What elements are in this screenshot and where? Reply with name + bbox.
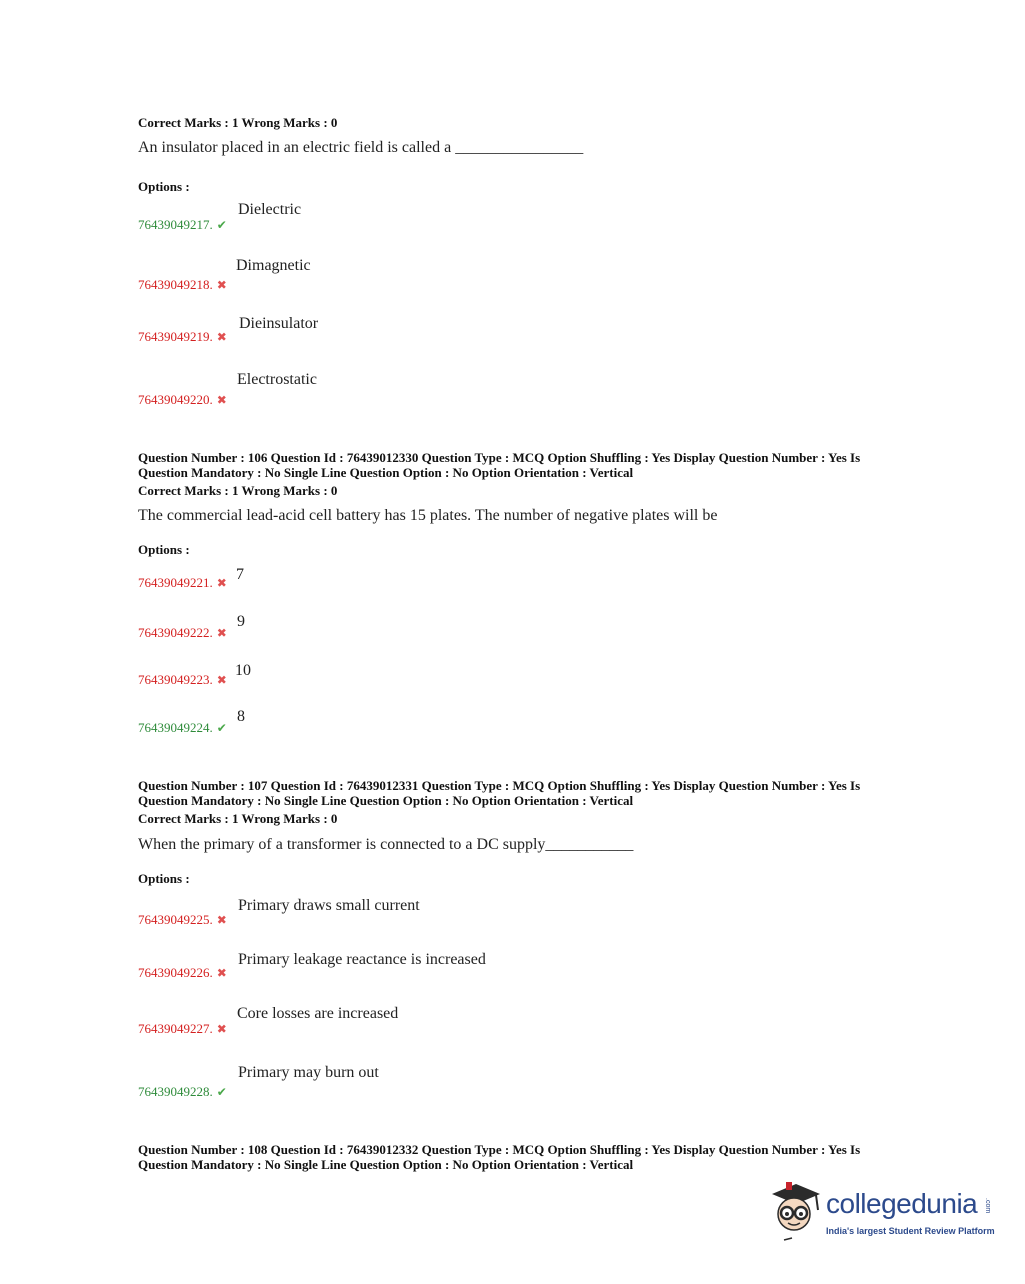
- option-text: Primary draws small current: [238, 897, 420, 914]
- option-id: 76439049218.: [138, 277, 213, 292]
- option-id: 76439049222.: [138, 625, 213, 640]
- collegedunia-logo: [766, 1180, 996, 1250]
- q106-marks: Correct Marks : 1 Wrong Marks : 0: [138, 483, 338, 498]
- q105-marks: Correct Marks : 1 Wrong Marks : 0: [138, 115, 338, 130]
- option-id: 76439049226.: [138, 965, 213, 980]
- option-row: [138, 277, 227, 293]
- option-row: [138, 672, 227, 688]
- check-icon: ✔: [216, 1085, 227, 1099]
- option-text: Primary leakage reactance is increased: [238, 951, 486, 968]
- cross-icon: ✖: [216, 626, 227, 640]
- option-row: [138, 720, 227, 736]
- logo-suffix: .com: [984, 1198, 991, 1214]
- option-text: 10: [235, 662, 251, 679]
- cross-icon: ✖: [216, 278, 227, 292]
- option-row: [138, 1021, 227, 1037]
- option-row: [138, 217, 227, 233]
- option-text: Primary may burn out: [238, 1064, 379, 1081]
- option-row: [138, 1084, 227, 1100]
- option-id: 76439049227.: [138, 1021, 213, 1036]
- q107-header-line2: Question Mandatory : No Single Line Question Option : No Option Orientation : Vertical: [138, 793, 634, 808]
- option-text: Dielectric: [238, 201, 302, 218]
- logo-tagline: India's largest Student Review Platform: [826, 1226, 995, 1236]
- q105-question-text: An insulator placed in an electric field is called a ________________: [138, 139, 584, 156]
- check-icon: ✔: [216, 721, 227, 735]
- q106-header-line2: Question Mandatory : No Single Line Question Option : No Option Orientation : Vertical: [138, 465, 634, 480]
- option-text: 7: [236, 566, 244, 583]
- q108-header-line2: Question Mandatory : No Single Line Question Option : No Option Orientation : Vertical: [138, 1157, 634, 1172]
- q105-options-label: Options :: [138, 179, 190, 194]
- option-row: [138, 392, 227, 408]
- q106-options-label: Options :: [138, 542, 190, 557]
- option-row: [138, 965, 227, 981]
- q107-question-text: When the primary of a transformer is connected to a DC supply___________: [138, 836, 634, 853]
- q107-marks: Correct Marks : 1 Wrong Marks : 0: [138, 811, 338, 826]
- option-row: [138, 912, 227, 928]
- option-text: Electrostatic: [237, 371, 317, 388]
- cross-icon: ✖: [216, 393, 227, 407]
- option-id: 76439049224.: [138, 720, 213, 735]
- cross-icon: ✖: [216, 1022, 227, 1036]
- logo-wordmark: collegedunia: [826, 1188, 978, 1219]
- q108-header-line1: Question Number : 108 Question Id : 76439012332 Question Type : MCQ Option Shuffling : Yes Display Question Number : Yes Is: [138, 1142, 861, 1157]
- q107-options-label: Options :: [138, 871, 190, 886]
- cross-icon: ✖: [216, 673, 227, 687]
- cross-icon: ✖: [216, 330, 227, 344]
- option-row: [138, 625, 227, 641]
- q106-header-line1: Question Number : 106 Question Id : 76439012330 Question Type : MCQ Option Shuffling : Yes Display Question Number : Yes Is: [138, 450, 861, 465]
- cross-icon: ✖: [216, 966, 227, 980]
- cross-icon: ✖: [216, 576, 227, 590]
- mascot-icon: [766, 1180, 824, 1242]
- option-text: Dimagnetic: [236, 257, 311, 274]
- option-row: [138, 575, 227, 591]
- option-id: 76439049220.: [138, 392, 213, 407]
- check-icon: ✔: [216, 218, 227, 232]
- option-text: Dieinsulator: [239, 315, 319, 332]
- q106-question-text: The commercial lead-acid cell battery has 15 plates. The number of negative plates will be: [138, 507, 718, 524]
- option-text: 9: [237, 613, 245, 630]
- option-id: 76439049217.: [138, 217, 213, 232]
- option-id: 76439049225.: [138, 912, 213, 927]
- option-row: [138, 329, 227, 345]
- q107-header-line1: Question Number : 107 Question Id : 76439012331 Question Type : MCQ Option Shuffling : Yes Display Question Number : Yes Is: [138, 778, 861, 793]
- option-id: 76439049223.: [138, 672, 213, 687]
- option-text: Core losses are increased: [237, 1005, 399, 1022]
- cross-icon: ✖: [216, 913, 227, 927]
- option-id: 76439049228.: [138, 1084, 213, 1099]
- option-id: 76439049221.: [138, 575, 213, 590]
- option-text: 8: [237, 708, 245, 725]
- option-id: 76439049219.: [138, 329, 213, 344]
